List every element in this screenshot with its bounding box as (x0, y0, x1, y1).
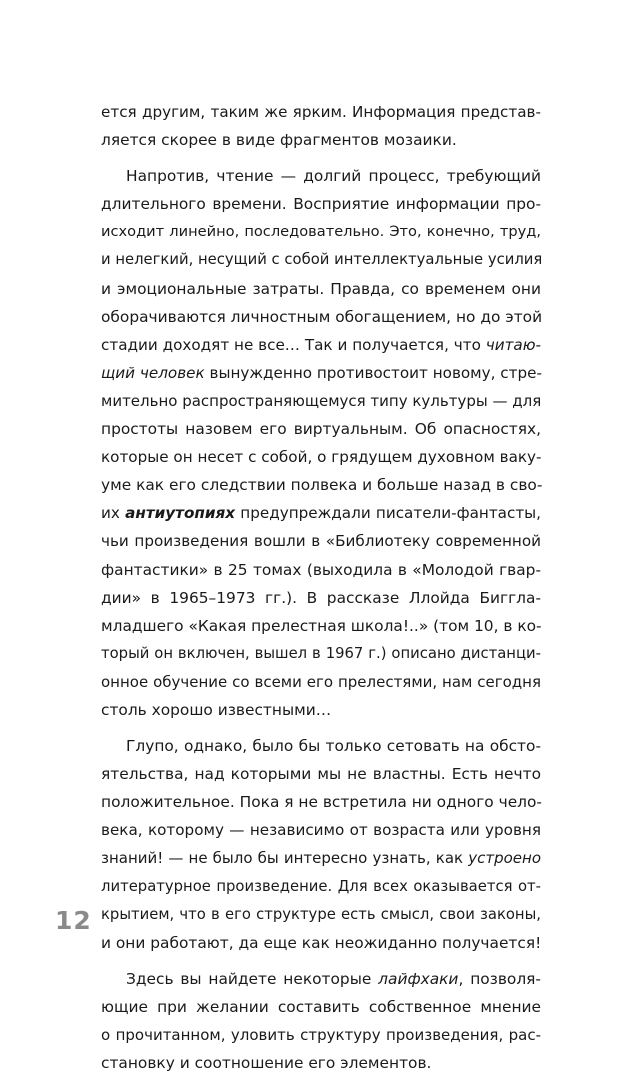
text-line: дии» в 1965–1973 гг.). В рассказе Ллойда Биггла- (101, 588, 541, 607)
text-line: торый он включен, вышел в 1967 г.) описано дистанци- (101, 644, 541, 662)
text-line (101, 844, 541, 872)
text-run: Здесь вы найдете некоторые (126, 969, 379, 988)
text-run: стадии доходят не все… Так и получается, что (101, 335, 486, 354)
text-line: Напротив, чтение — долгий процесс, требующий (126, 167, 541, 186)
text-line: века, которому — независимо от возраста или уровня (101, 821, 541, 840)
text-line: простоты назовем его виртуальным. Об опасностях, (101, 420, 541, 439)
text-run: их (101, 504, 126, 523)
text-line: положительное. Пока я не встретила ни одного чело- (101, 793, 542, 812)
text-line: фантастики» в 25 томах (выходила в «Молодой гвар- (101, 560, 541, 579)
text-line: уме как его следствии полвека и больше назад в сво- (101, 476, 543, 495)
text-run: знаний! — не было бы интересно узнать, как (101, 849, 469, 868)
text-line: младшего «Какая прелестная школа!..» (том 10, в ко- (101, 616, 542, 635)
text-line: о прочитанном, уловить структуру произведения, рас- (101, 1026, 541, 1044)
text-line: онное обучение со всеми его прелестями, нам сегодня (101, 672, 541, 691)
text-line: и нелегкий, несущий с собой интеллектуальные усилия (101, 251, 543, 269)
bold-italic-term: антиутопиях (125, 504, 236, 523)
text-line: ющие при желании составить собственное мнение (101, 997, 541, 1016)
emphasis-text: устроено (468, 849, 541, 868)
emphasis-text: щий человек (101, 363, 205, 382)
text-run: вынужденно противостоит новому, стре- (204, 363, 542, 382)
emphasis-text: лайфхаки (378, 969, 459, 988)
body-text (101, 98, 541, 1077)
text-line: длительного времени. Восприятие информации про- (101, 195, 541, 214)
text-run: предупреждали писатели-фантасты, (235, 504, 542, 523)
text-line: чьи произведения вошли в «Библиотеку современной (101, 532, 541, 551)
text-line: столь хорошо известными… (101, 700, 332, 719)
text-line: исходит линейно, последовательно. Это, конечно, труд, (101, 223, 541, 241)
text-line: мительно распространяющемуся типу культуры — для (101, 391, 542, 410)
text-line (101, 965, 541, 993)
text-line: ятельства, над которыми мы не властны. Есть нечто (101, 765, 541, 784)
page-number: 12 (55, 906, 92, 935)
emphasis-text: читаю- (485, 335, 541, 354)
text-line: становку и соотношение его элементов. (101, 1054, 432, 1073)
text-line: которые он несет с собой, о грядущем духовном ваку- (101, 448, 542, 467)
text-line: оборачиваются личностным обогащением, но до этой (101, 307, 543, 326)
text-line: ется другим, таким же ярким. Информация представ- (101, 103, 541, 121)
text-line: и они работают, да еще как неожиданно получается! (101, 933, 542, 952)
text-run: , позволя- (458, 969, 541, 988)
text-line: и эмоциональные затраты. Правда, со временем они (101, 279, 541, 298)
text-line: Глупо, однако, было бы только сетовать на обсто- (126, 737, 541, 756)
text-line: литературное произведение. Для всех оказывается от- (101, 877, 541, 895)
text-line (101, 359, 541, 387)
text-line (101, 331, 541, 359)
text-line: ляется скорее в виде фрагментов мозаики. (101, 131, 457, 150)
text-line (101, 499, 541, 527)
text-line: крытием, что в его структуре есть смысл, свои законы, (101, 905, 541, 923)
